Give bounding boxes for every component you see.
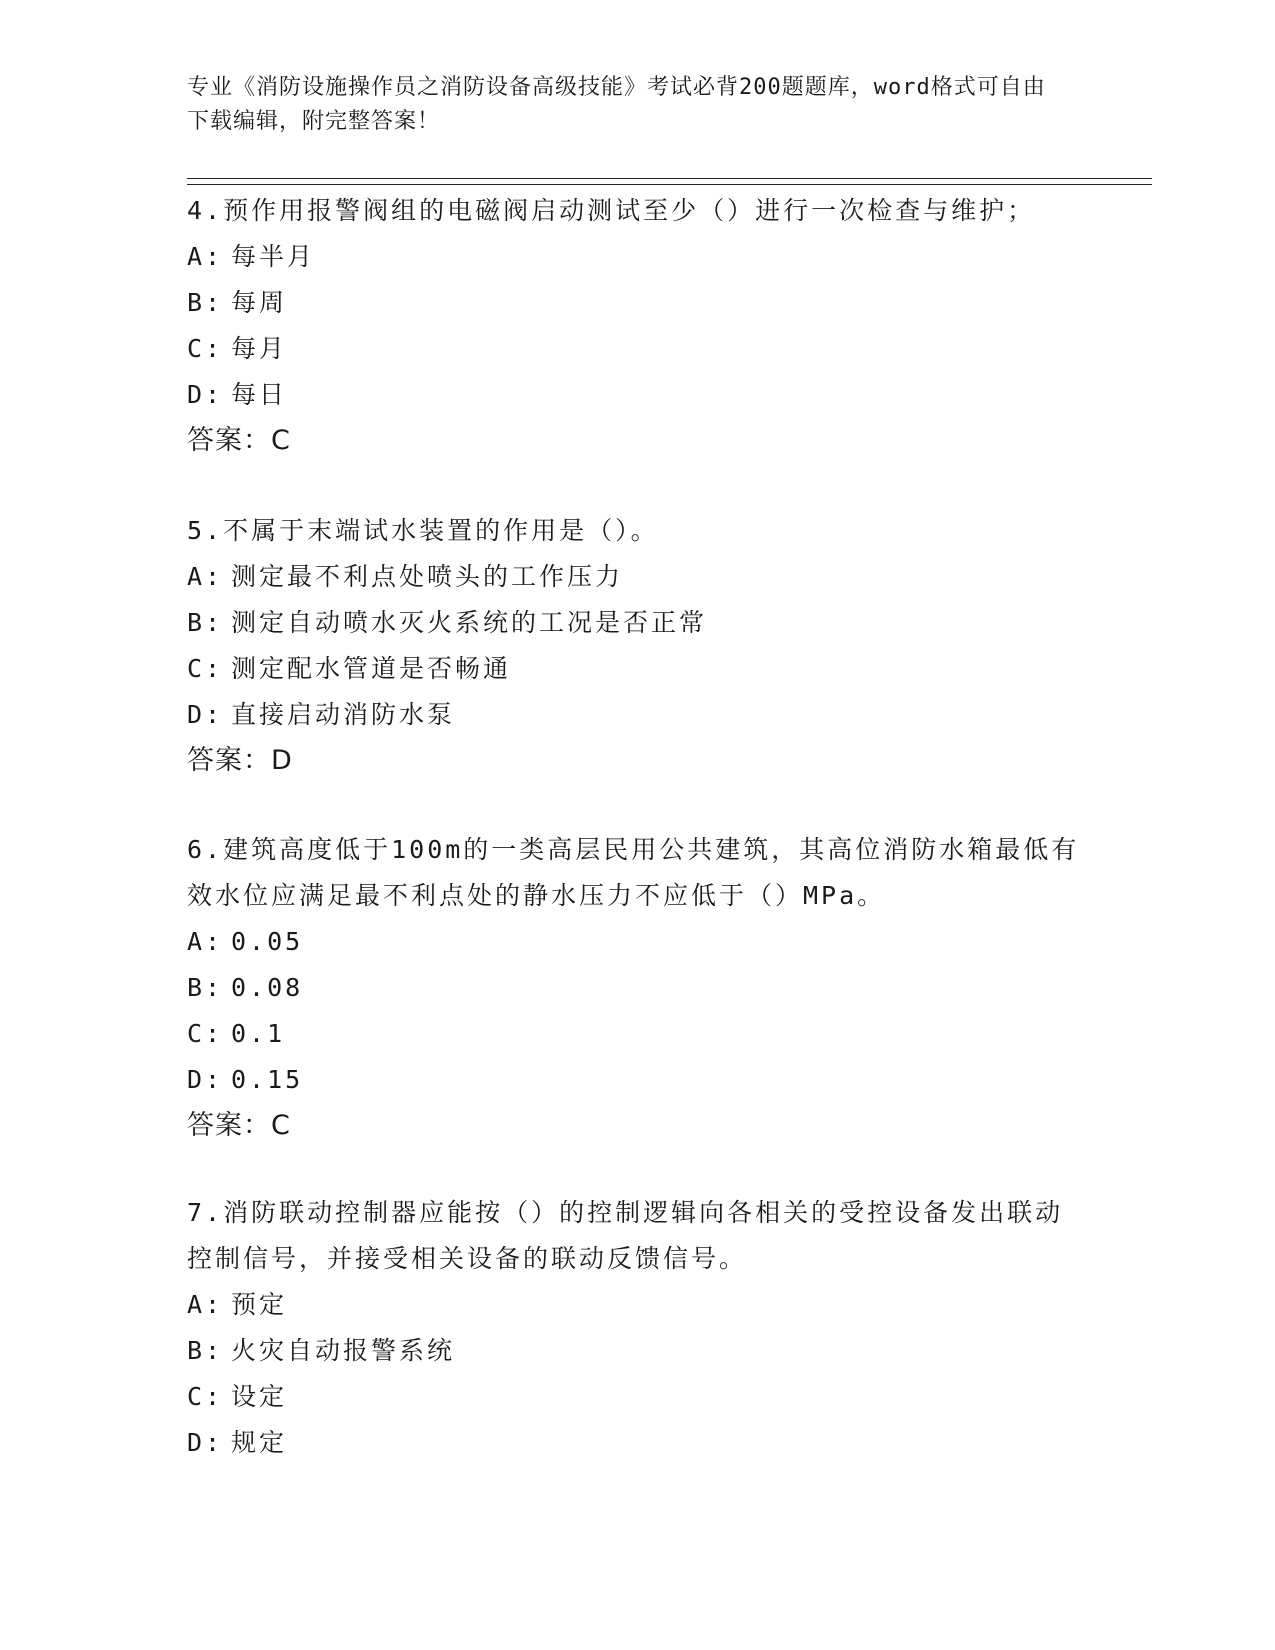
option-label: B: xyxy=(187,973,224,1002)
answer-line: 答案：C xyxy=(187,1110,291,1141)
option-d xyxy=(187,1057,1087,1103)
option-a xyxy=(187,554,1087,600)
option-text: 每半月 xyxy=(231,242,316,271)
option-label: B: xyxy=(187,1336,224,1365)
question-stem: 4.预作用报警阀组的电磁阀启动测试至少（）进行一次检查与维护； xyxy=(187,196,1036,225)
option-text: 直接启动消防水泵 xyxy=(231,700,456,729)
question-stem: 7.消防联动控制器应能按（）的控制逻辑向各相关的受控设备发出联动控制信号，并接受相关设备的联动反馈信号。 xyxy=(187,1198,1064,1273)
header-divider-bottom xyxy=(187,184,1152,185)
option-label: D: xyxy=(187,700,224,729)
option-d xyxy=(187,1420,1087,1466)
question-6 xyxy=(187,827,1087,1149)
option-text: 每日 xyxy=(231,380,288,409)
answer-line: 答案：C xyxy=(187,425,291,456)
option-label: A: xyxy=(187,242,224,271)
option-text: 0.1 xyxy=(231,1019,286,1048)
option-c xyxy=(187,1374,1087,1420)
option-b xyxy=(187,965,1087,1011)
option-label: C: xyxy=(187,334,224,363)
question-5 xyxy=(187,508,1087,784)
option-text: 测定配水管道是否畅通 xyxy=(231,654,512,683)
question-stem: 5.不属于末端试水装置的作用是（）。 xyxy=(187,516,659,545)
option-a xyxy=(187,919,1087,965)
option-text: 每月 xyxy=(231,334,288,363)
option-text: 测定自动喷水灭火系统的工况是否正常 xyxy=(231,608,708,637)
option-a xyxy=(187,234,1087,280)
option-c xyxy=(187,326,1087,372)
option-label: C: xyxy=(187,1382,224,1411)
option-d xyxy=(187,372,1087,418)
option-b xyxy=(187,1328,1087,1374)
option-label: A: xyxy=(187,562,224,591)
option-c xyxy=(187,646,1087,692)
option-label: B: xyxy=(187,288,224,317)
option-a xyxy=(187,1282,1087,1328)
question-stem: 6.建筑高度低于100m的一类高层民用公共建筑，其高位消防水箱最低有效水位应满足最不利点处的静水压力不应低于（）MPa。 xyxy=(187,835,1080,910)
option-text: 测定最不利点处喷头的工作压力 xyxy=(231,562,624,591)
option-label: D: xyxy=(187,1065,224,1094)
option-b xyxy=(187,280,1087,326)
option-label: C: xyxy=(187,1019,224,1048)
option-b xyxy=(187,600,1087,646)
option-c xyxy=(187,1011,1087,1057)
header-divider-top xyxy=(187,178,1152,179)
option-label: C: xyxy=(187,654,224,683)
option-text: 火灾自动报警系统 xyxy=(231,1336,456,1365)
option-text: 每周 xyxy=(231,288,288,317)
option-text: 设定 xyxy=(231,1382,288,1411)
option-text: 0.05 xyxy=(231,927,304,956)
question-7 xyxy=(187,1190,1087,1466)
option-label: B: xyxy=(187,608,224,637)
question-4 xyxy=(187,188,1087,464)
document-header: 专业《消防设施操作员之消防设备高级技能》考试必背200题题库，word格式可自由下载编辑，附完整答案！ xyxy=(187,75,1046,134)
answer-line: 答案：D xyxy=(187,745,293,776)
option-label: D: xyxy=(187,1428,224,1457)
option-text: 规定 xyxy=(231,1428,288,1457)
option-label: A: xyxy=(187,927,224,956)
option-label: A: xyxy=(187,1290,224,1319)
option-text: 0.15 xyxy=(231,1065,304,1094)
option-label: D: xyxy=(187,380,224,409)
option-text: 预定 xyxy=(231,1290,288,1319)
option-text: 0.08 xyxy=(231,973,304,1002)
option-d xyxy=(187,692,1087,738)
